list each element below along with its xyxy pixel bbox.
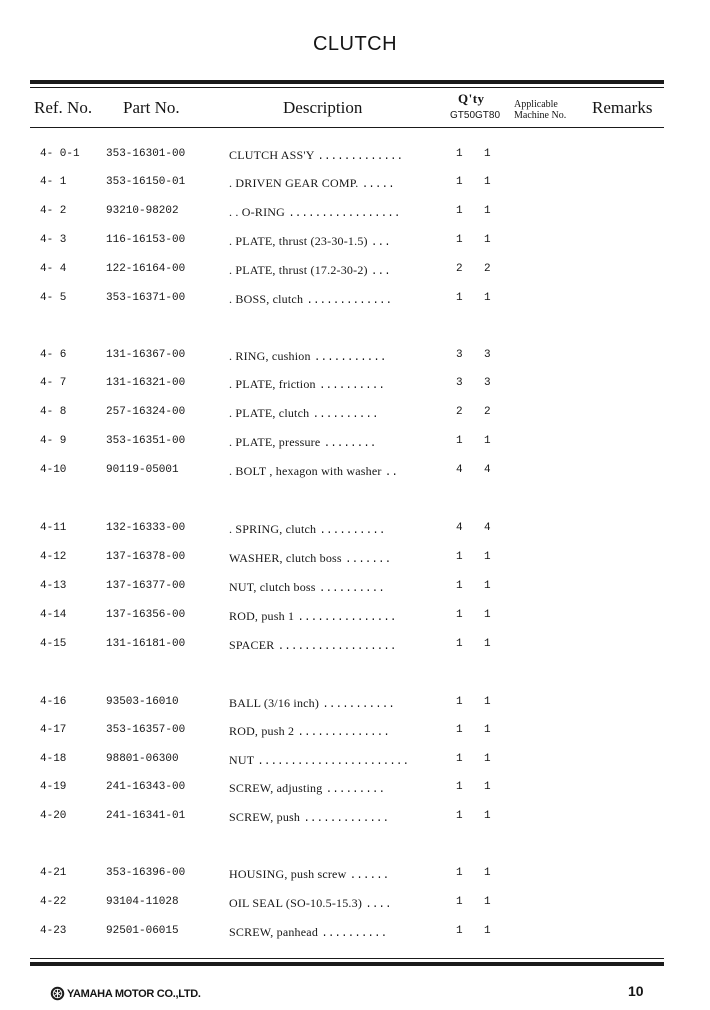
- part-no-cell: 132-16333-00: [106, 522, 186, 534]
- part-no-cell: 98801-06300: [106, 753, 179, 765]
- leader-dots: ........: [323, 438, 377, 450]
- description-cell: [229, 781, 385, 796]
- qty-gt50-cell: 1: [456, 234, 463, 246]
- leader-dots: ......: [349, 870, 390, 882]
- ref-cell: 4- 5: [40, 292, 67, 304]
- leader-dots: ..: [384, 467, 398, 479]
- ref-cell: 4-14: [40, 609, 67, 621]
- qty-gt50-cell: 1: [456, 292, 463, 304]
- header-qty: Q'ty: [458, 91, 485, 106]
- table-row: [0, 638, 710, 658]
- leader-dots: .............: [317, 151, 404, 163]
- ref-cell: 4-22: [40, 896, 67, 908]
- description-text: . PLATE, clutch: [229, 406, 310, 420]
- part-no-cell: 131-16367-00: [106, 349, 186, 361]
- part-no-cell: 241-16341-01: [106, 810, 186, 822]
- qty-gt80-cell: 2: [484, 263, 491, 275]
- ref-cell: 4-21: [40, 867, 67, 879]
- part-no-cell: 241-16343-00: [106, 781, 186, 793]
- ref-cell: 4- 3: [40, 234, 67, 246]
- description-cell: [229, 234, 391, 249]
- table-row: [0, 753, 710, 773]
- ref-cell: 4-23: [40, 925, 67, 937]
- part-no-cell: 116-16153-00: [106, 234, 186, 246]
- description-cell: [229, 896, 392, 911]
- table-row: [0, 867, 710, 887]
- company-name: YAMAHA MOTOR CO.,LTD.: [67, 987, 201, 1000]
- table-row: [0, 609, 710, 629]
- part-no-cell: 93104-11028: [106, 896, 179, 908]
- table-row: [0, 810, 710, 830]
- table-row: [0, 551, 710, 571]
- qty-gt50-cell: 4: [456, 522, 463, 534]
- qty-gt80-cell: 1: [484, 925, 491, 937]
- qty-gt50-cell: 1: [456, 205, 463, 217]
- page-number: 10: [628, 983, 644, 999]
- description-text: . BOLT , hexagon with washer: [229, 464, 382, 478]
- qty-gt80-cell: 1: [484, 609, 491, 621]
- qty-gt80-cell: 1: [484, 810, 491, 822]
- description-text: . . O-RING: [229, 205, 285, 219]
- leader-dots: .......: [345, 554, 392, 566]
- qty-gt50-cell: 4: [456, 464, 463, 476]
- description-text: . PLATE, thrust (17.2-30-2): [229, 263, 368, 277]
- leader-dots: ...........: [313, 352, 387, 364]
- qty-gt50-cell: 1: [456, 696, 463, 708]
- description-cell: [229, 696, 395, 711]
- table-row: [0, 925, 710, 945]
- qty-gt50-cell: 2: [456, 263, 463, 275]
- qty-gt80-cell: 1: [484, 867, 491, 879]
- description-text: . DRIVEN GEAR COMP.: [229, 176, 359, 190]
- qty-gt50-cell: 1: [456, 435, 463, 447]
- part-no-cell: 122-16164-00: [106, 263, 186, 275]
- qty-gt80-cell: 1: [484, 205, 491, 217]
- ref-cell: 4-18: [40, 753, 67, 765]
- table-row: [0, 349, 710, 369]
- qty-gt80-cell: 1: [484, 696, 491, 708]
- leader-dots: ..........: [312, 409, 379, 421]
- ref-cell: 4-11: [40, 522, 67, 534]
- qty-gt80-cell: 2: [484, 406, 491, 418]
- part-no-cell: 93210-98202: [106, 205, 179, 217]
- leader-dots: .........: [325, 784, 386, 796]
- qty-gt80-cell: 1: [484, 176, 491, 188]
- description-cell: [229, 292, 392, 307]
- description-cell: [229, 148, 403, 163]
- ref-cell: 4- 7: [40, 377, 67, 389]
- description-cell: [229, 435, 376, 450]
- qty-gt50-cell: 3: [456, 349, 463, 361]
- qty-gt50-cell: 1: [456, 896, 463, 908]
- part-no-cell: 353-16396-00: [106, 867, 186, 879]
- description-cell: [229, 638, 396, 653]
- description-cell: [229, 867, 389, 882]
- description-text: CLUTCH ASS'Y: [229, 148, 315, 162]
- qty-gt80-cell: 1: [484, 292, 491, 304]
- qty-gt80-cell: 1: [484, 753, 491, 765]
- table-row: [0, 724, 710, 744]
- part-no-cell: 353-16371-00: [106, 292, 186, 304]
- leader-dots: ...: [370, 266, 391, 278]
- qty-gt80-cell: 1: [484, 148, 491, 160]
- description-cell: [229, 551, 391, 566]
- description-cell: [229, 810, 389, 825]
- description-cell: [229, 580, 385, 595]
- description-text: SCREW, adjusting: [229, 781, 323, 795]
- bottom-rule-thin: [30, 958, 664, 959]
- description-cell: [229, 925, 387, 940]
- table-row: [0, 377, 710, 397]
- leader-dots: ..........: [321, 928, 388, 940]
- leader-dots: ....: [365, 899, 392, 911]
- description-text: . PLATE, pressure: [229, 435, 321, 449]
- ref-cell: 4- 4: [40, 263, 67, 275]
- table-row: [0, 263, 710, 283]
- qty-gt80-cell: 1: [484, 781, 491, 793]
- leader-dots: ..........: [318, 583, 385, 595]
- leader-dots: .............: [303, 813, 390, 825]
- description-text: . PLATE, thrust (23-30-1.5): [229, 234, 368, 248]
- table-row: [0, 580, 710, 600]
- description-text: SCREW, push: [229, 810, 301, 824]
- leader-dots: .............: [306, 295, 393, 307]
- description-text: BALL (3/16 inch): [229, 696, 320, 710]
- qty-gt50-cell: 1: [456, 551, 463, 563]
- qty-gt80-cell: 3: [484, 349, 491, 361]
- qty-gt80-cell: 1: [484, 551, 491, 563]
- qty-gt80-cell: 3: [484, 377, 491, 389]
- ref-cell: 4- 9: [40, 435, 67, 447]
- part-no-cell: 90119-05001: [106, 464, 179, 476]
- part-no-cell: 353-16301-00: [106, 148, 186, 160]
- part-no-cell: 137-16378-00: [106, 551, 186, 563]
- header-remarks: Remarks: [592, 98, 653, 117]
- leader-dots: .................: [288, 208, 401, 220]
- description-cell: [229, 609, 396, 624]
- table-row: [0, 148, 710, 168]
- leader-dots: ..........: [318, 380, 385, 392]
- qty-gt80-cell: 1: [484, 638, 491, 650]
- header-part-no: Part No.: [123, 98, 180, 117]
- qty-gt50-cell: 1: [456, 580, 463, 592]
- leader-dots: ..............: [297, 727, 390, 739]
- table-row: [0, 234, 710, 254]
- qty-gt50-cell: 1: [456, 176, 463, 188]
- table-row: [0, 292, 710, 312]
- description-text: SCREW, panhead: [229, 925, 319, 939]
- description-text: OIL SEAL (SO-10.5-15.3): [229, 896, 363, 910]
- description-text: NUT: [229, 753, 255, 767]
- part-no-cell: 92501-06015: [106, 925, 179, 937]
- table-row: [0, 896, 710, 916]
- header-description: Description: [283, 98, 363, 117]
- description-cell: [229, 377, 385, 392]
- ref-cell: 4-16: [40, 696, 67, 708]
- qty-gt80-cell: 1: [484, 435, 491, 447]
- qty-gt50-cell: 1: [456, 810, 463, 822]
- qty-gt50-cell: 1: [456, 925, 463, 937]
- description-text: . RING, cushion: [229, 349, 311, 363]
- description-text: SPACER: [229, 638, 275, 652]
- description-text: . PLATE, friction: [229, 377, 316, 391]
- ref-cell: 4-19: [40, 781, 67, 793]
- table-row: [0, 176, 710, 196]
- ref-cell: 4-20: [40, 810, 67, 822]
- description-cell: [229, 205, 400, 220]
- description-cell: [229, 522, 385, 537]
- ref-cell: 4-10: [40, 464, 67, 476]
- description-text: NUT, clutch boss: [229, 580, 316, 594]
- qty-gt80-cell: 4: [484, 464, 491, 476]
- description-text: ROD, push 2: [229, 724, 295, 738]
- description-cell: [229, 464, 398, 479]
- qty-gt80-cell: 1: [484, 896, 491, 908]
- table-row: [0, 435, 710, 455]
- bottom-rule-thick: [30, 962, 664, 966]
- qty-gt50-cell: 1: [456, 724, 463, 736]
- yamaha-emblem-icon: [50, 986, 65, 1001]
- qty-gt50-cell: 3: [456, 377, 463, 389]
- company-logo: [50, 986, 201, 1001]
- table-row: [0, 696, 710, 716]
- leader-dots: ...: [370, 237, 391, 249]
- description-text: . SPRING, clutch: [229, 522, 317, 536]
- description-cell: [229, 263, 391, 278]
- ref-cell: 4-12: [40, 551, 67, 563]
- description-cell: [229, 176, 395, 191]
- qty-gt50-cell: 1: [456, 638, 463, 650]
- leader-dots: ...............: [297, 612, 397, 624]
- ref-cell: 4- 1: [40, 176, 67, 188]
- leader-dots: ..................: [277, 641, 397, 653]
- ref-cell: 4-13: [40, 580, 67, 592]
- part-no-cell: 93503-16010: [106, 696, 179, 708]
- header-gt50: GT50: [450, 110, 476, 121]
- description-text: . BOSS, clutch: [229, 292, 304, 306]
- table-row: [0, 406, 710, 426]
- header-gt80: GT80: [475, 110, 501, 121]
- description-text: WASHER, clutch boss: [229, 551, 342, 565]
- table-row: [0, 781, 710, 801]
- qty-gt50-cell: 1: [456, 753, 463, 765]
- description-text: ROD, push 1: [229, 609, 295, 623]
- ref-cell: 4- 0-1: [40, 148, 80, 160]
- part-no-cell: 137-16356-00: [106, 609, 186, 621]
- description-cell: [229, 406, 379, 421]
- part-no-cell: 137-16377-00: [106, 580, 186, 592]
- header-ref-no: Ref. No.: [34, 98, 93, 117]
- table-row: [0, 205, 710, 225]
- table-row: [0, 464, 710, 484]
- description-cell: [229, 349, 387, 364]
- leader-dots: .....: [361, 179, 395, 191]
- leader-dots: ...........: [322, 699, 395, 711]
- part-no-cell: 353-16357-00: [106, 724, 186, 736]
- part-no-cell: 353-16150-01: [106, 176, 186, 188]
- qty-gt50-cell: 1: [456, 867, 463, 879]
- qty-gt50-cell: 2: [456, 406, 463, 418]
- qty-gt80-cell: 1: [484, 580, 491, 592]
- leader-dots: ..........: [319, 525, 386, 537]
- ref-cell: 4- 2: [40, 205, 67, 217]
- qty-gt50-cell: 1: [456, 148, 463, 160]
- description-cell: [229, 753, 409, 768]
- ref-cell: 4-17: [40, 724, 67, 736]
- part-no-cell: 257-16324-00: [106, 406, 186, 418]
- part-no-cell: 131-16181-00: [106, 638, 186, 650]
- table-row: [0, 522, 710, 542]
- qty-gt80-cell: 1: [484, 234, 491, 246]
- qty-gt50-cell: 1: [456, 609, 463, 621]
- qty-gt50-cell: 1: [456, 781, 463, 793]
- description-cell: [229, 724, 390, 739]
- description-text: HOUSING, push screw: [229, 867, 347, 881]
- header-applicable-machine: Applicable Machine No.: [514, 99, 567, 121]
- part-no-cell: 353-16351-00: [106, 435, 186, 447]
- leader-dots: .......................: [257, 756, 410, 768]
- ref-cell: 4- 6: [40, 349, 67, 361]
- ref-cell: 4-15: [40, 638, 67, 650]
- page-title: CLUTCH: [312, 33, 398, 55]
- qty-gt80-cell: 1: [484, 724, 491, 736]
- ref-cell: 4- 8: [40, 406, 67, 418]
- qty-gt80-cell: 4: [484, 522, 491, 534]
- part-no-cell: 131-16321-00: [106, 377, 186, 389]
